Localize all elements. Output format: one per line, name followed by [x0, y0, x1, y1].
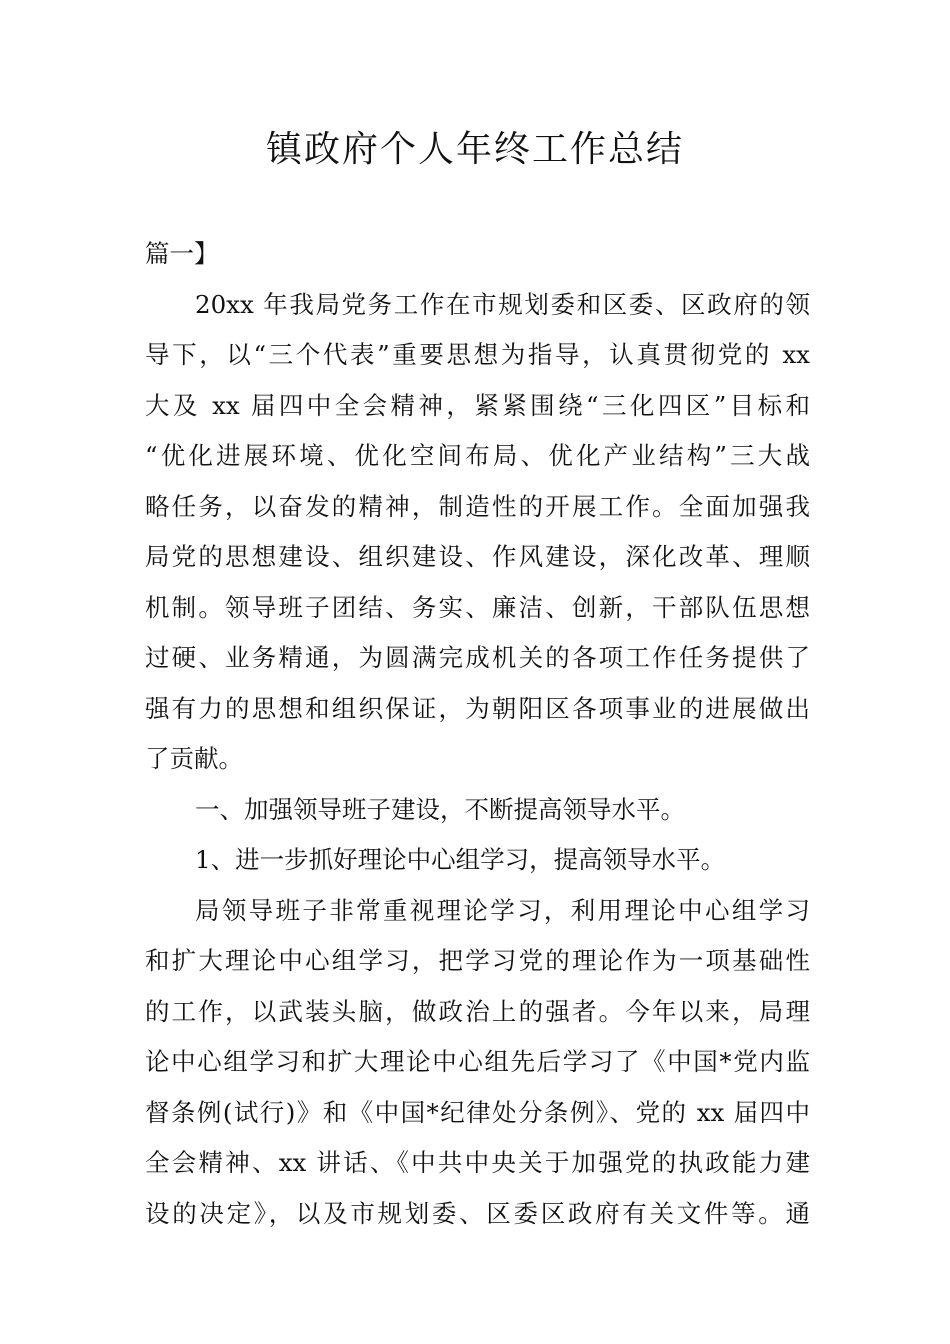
text-line: 督条例(试行)》和《中国*纪律处分条例》、党的 xx 届四中 [145, 1097, 810, 1127]
text-line: 的工作，以武装头脑，做政治上的强者。今年以来，局理 [145, 996, 810, 1026]
text-line: 一、加强领导班子建设，不断提高领导水平。 [195, 794, 685, 824]
text-line: 强有力的思想和组织保证，为朝阳区各项事业的进展做出 [145, 693, 810, 723]
text-line: 过硬、业务精通，为圆满完成机关的各项工作任务提供了 [145, 643, 810, 672]
text-line: 略任务，以奋发的精神，制造性的开展工作。全面加强我 [145, 491, 810, 521]
text-line: 篇一】 [145, 239, 219, 268]
text-line: 机制。领导班子团结、务实、廉洁、创新，干部队伍思想 [145, 592, 810, 622]
text-line: 了贡献。 [145, 744, 243, 773]
document-title: 镇政府个人年终工作总结 [265, 129, 684, 170]
text-line: “优化进展环境、优化空间布局、优化产业结构”三大战 [145, 441, 810, 470]
text-line: 局领导班子非常重视理论学习，利用理论中心组学习 [195, 895, 810, 925]
text-line: 和扩大理论中心组学习，把学习党的理论作为一项基础性 [145, 946, 810, 975]
text-line: 论中心组学习和扩大理论中心组先后学习了《中国*党内监 [145, 1047, 810, 1076]
text-line: 导下，以“三个代表”重要思想为指导，认真贯彻党的 xx [145, 340, 810, 369]
text-line: 大及 xx 届四中全会精神，紧紧围绕“三化四区”目标和 [145, 390, 810, 420]
text-line: 局党的思想建设、组织建设、作风建设，深化改革、理顺 [145, 542, 810, 571]
text-line: 全会精神、xx 讲话、《中共中央关于加强党的执政能力建 [145, 1148, 810, 1177]
text-line: 20xx 年我局党务工作在市规划委和区委、区政府的领 [195, 289, 810, 319]
document-body [145, 229, 810, 1239]
text-line: 设的决定》，以及市规划委、区委区政府有关文件等。通 [145, 1198, 810, 1228]
text-line: 1、进一步抓好理论中心组学习，提高领导水平。 [195, 845, 726, 874]
